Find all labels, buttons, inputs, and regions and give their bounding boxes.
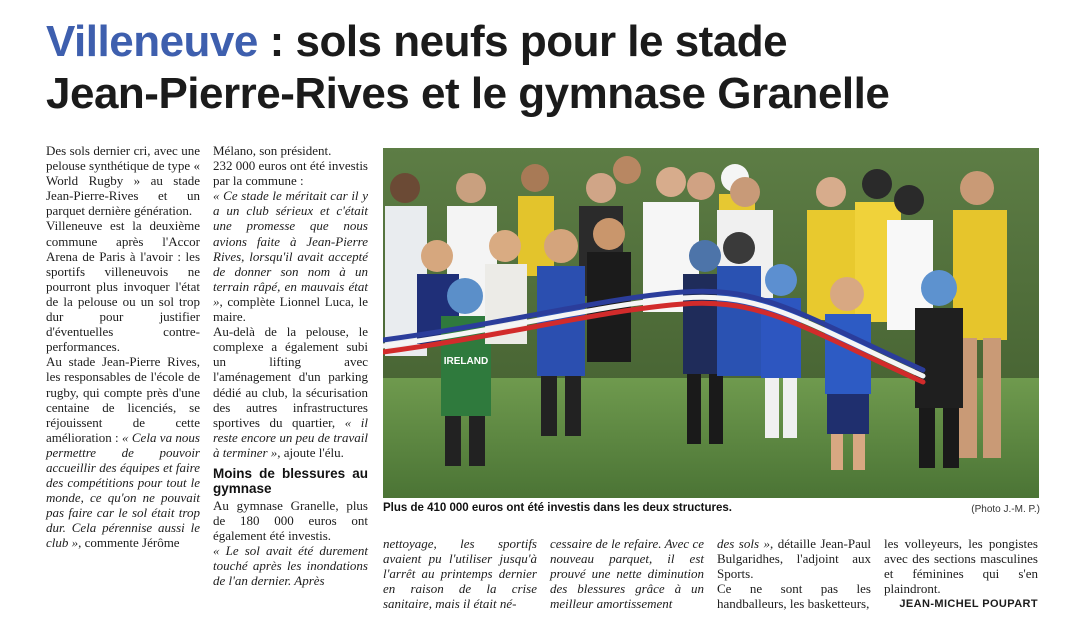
col1-p3-tail: , commente Jérôme: [78, 535, 180, 551]
headline: [46, 16, 1056, 120]
article-column-5: [717, 536, 871, 611]
col2-paragraph-5: Au gymnase Granelle, plus de 180 000 euros ont également été investis.: [213, 497, 368, 544]
byline: JEAN-MICHEL POUPART: [899, 598, 1038, 611]
photo-credit: (Photo J.-M. P.): [971, 504, 1040, 515]
headline-line2: Jean-Pierre-Rives et le gymnase Granelle: [46, 69, 890, 118]
col1-paragraph-1: Des sols dernier cri, avec une pelouse synthétique de type « World Rugby » au stade Jean-Pierre-Rives et un parquet dernière génération.: [46, 143, 200, 219]
col2-p6-quote: « Le sol avait été durement touché après les inondations de l'an dernier. Après: [213, 543, 368, 589]
col1-paragraph-3: [46, 354, 200, 550]
col4-quote: cessaire de le refaire. Avec ce nouveau parquet, il est prouvé une nette diminution des blessures grâce à un meilleur amortissement: [550, 536, 704, 612]
col1-paragraph-2: Villeneuve est la deuxième commune après l'Accor Arena de Paris à l'avoir : les sportifs villeneuvois ne pourront plus invoquer l'état de la pelouse ou un sol trop dur pour justifier d'éventuelles contre-performances.: [46, 218, 200, 355]
col2-paragraph-2: 232 000 euros ont été investis par la commune :: [213, 158, 368, 189]
article-column-6: [884, 536, 1038, 612]
col2-paragraph-4: [213, 324, 368, 460]
col5-paragraph-1: [717, 536, 871, 581]
col5-tail: , détaille Jean-Paul Bulgaridhes, l'adjoint aux Sports.: [717, 536, 871, 582]
col2-paragraph-1: Mélano, son président.: [213, 143, 332, 158]
jersey-text: IRELAND: [443, 356, 489, 367]
article-column-4: [550, 536, 704, 611]
col2-p4-text: Au-delà de la pelouse, le complexe a également subi un lifting avec l'aménagement d'un parking dédié au club, la sécurisation des autres infrastructures sportives du quartier,: [213, 324, 368, 430]
photo-caption: Plus de 410 000 euros ont été investis dans les deux structures.: [383, 502, 732, 514]
col2-p3-quote: « Ce stade le méritait car il y a un club sérieux et c'était une promesse que nous avions faite à Jean-Pierre Rives, lorsqu'il avait accepté de donner son nom à un terrain râpé, en mauvais état »: [213, 188, 368, 309]
col2-paragraph-3: [213, 188, 368, 324]
article-column-1: [46, 143, 200, 551]
article-column-3: [383, 536, 537, 611]
col2-p4-tail: , ajoute l'élu.: [277, 444, 344, 460]
headline-kicker: Villeneuve: [46, 17, 258, 66]
col1-p3-quote: « Cela va nous permettre de pouvoir accueillir des équipes et faire des compétitions pour tout le monde, ce qu'on ne pouvait pas faire car le sol était trop dur. Cela pérennise aussi le club »: [46, 429, 200, 551]
col4-paragraph-1: [550, 536, 704, 611]
col2-paragraph-6: [213, 543, 368, 588]
headline-line1-rest: : sols neufs pour le stade: [257, 17, 788, 66]
col2-p3-tail: , complète Lionnel Luca, le maire.: [213, 293, 368, 325]
col1-p3-text: Au stade Jean-Pierre Rives, les responsables de l'école de rugby, qui compte près d'une centaine de licenciés, se réjouissent de cette amélioration :: [46, 354, 200, 445]
col5-quote: des sols »: [717, 536, 770, 551]
col5-paragraph-2: Ce ne sont pas les handballeurs, les basketteurs,: [717, 581, 871, 612]
article-photo: [383, 148, 1039, 498]
col6-paragraph-1: les volleyeurs, les pongistes avec des sections masculines et féminines qui s'en plaindront.: [884, 536, 1038, 597]
article-column-2: [213, 143, 368, 589]
col3-paragraph-1: [383, 536, 537, 611]
col2-p4-quote: « il reste encore un peu de travail à terminer »: [213, 414, 369, 460]
col3-quote: nettoyage, les sportifs avaient pu l'utiliser jusqu'à l'arrêt au printemps dernier en raison de la crise sanitaire, mais il était né-: [383, 536, 537, 612]
subheading: Moins de blessures au gymnase: [213, 465, 368, 496]
